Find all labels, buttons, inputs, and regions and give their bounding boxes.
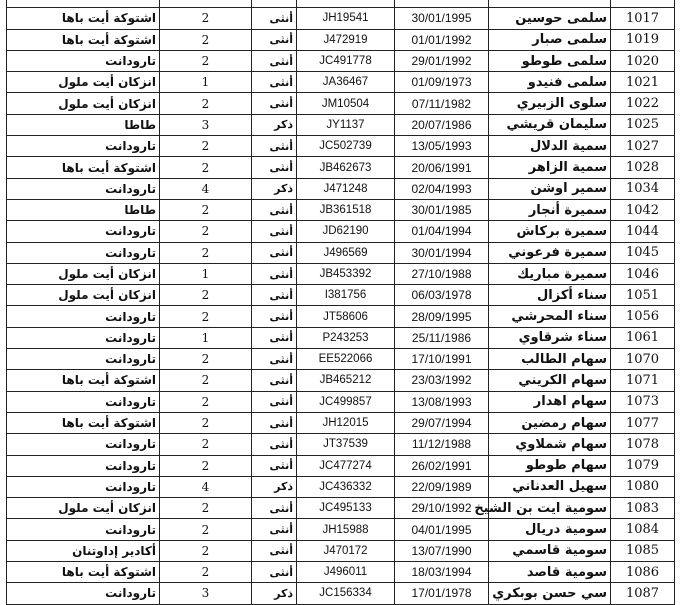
- table-row: [7, 157, 675, 178]
- name-cell: سلمى فنيدو: [489, 72, 611, 93]
- gender-cell: أنثى: [252, 157, 297, 178]
- table-row: [7, 93, 675, 114]
- gender-cell: أنثى: [252, 498, 297, 519]
- name-cell: سناء أكزال: [489, 285, 611, 306]
- table-row: [7, 349, 675, 370]
- name-cell: سمير اوشن: [489, 178, 611, 199]
- row-number-cell: 1046: [611, 263, 675, 284]
- count-cell: 2: [160, 455, 252, 476]
- records-table: [6, 0, 675, 605]
- gender-cell: أنثى: [252, 221, 297, 242]
- birth-date-cell: 02/04/1993: [395, 178, 489, 199]
- location-cell: انزكان أيت ملول: [7, 93, 160, 114]
- location-cell: اشتوكة أيت باها: [7, 412, 160, 433]
- row-number-cell: 1079: [611, 455, 675, 476]
- row-number-cell: 1087: [611, 583, 675, 604]
- gender-cell: أنثى: [252, 562, 297, 583]
- cin-cell: JB465212: [297, 370, 395, 391]
- count-cell: 2: [160, 519, 252, 540]
- table-row: [7, 327, 675, 348]
- name-cell: سليمان قريشي: [489, 114, 611, 135]
- location-cell: تارودانت: [7, 178, 160, 199]
- table-row-top-partial: [7, 0, 675, 8]
- location-cell: اشتوكة أيت باها: [7, 562, 160, 583]
- table-row: [7, 29, 675, 50]
- name-cell: سمية الدلال: [489, 136, 611, 157]
- table-row: [7, 178, 675, 199]
- cin-cell: JA36467: [297, 72, 395, 93]
- birth-date-cell: 20/06/1991: [395, 157, 489, 178]
- cin-cell: JC436332: [297, 476, 395, 497]
- table-row: [7, 434, 675, 455]
- gender-cell: أنثى: [252, 72, 297, 93]
- cin-cell: JC491778: [297, 50, 395, 71]
- birth-date-cell: 18/03/1994: [395, 562, 489, 583]
- location-cell: تارودانت: [7, 476, 160, 497]
- row-number-cell: 1022: [611, 93, 675, 114]
- location-cell: تارودانت: [7, 306, 160, 327]
- table-row: [7, 72, 675, 93]
- gender-cell: أنثى: [252, 306, 297, 327]
- gender-cell: أنثى: [252, 8, 297, 29]
- cin-cell: JY1137: [297, 114, 395, 135]
- gender-cell: أنثى: [252, 242, 297, 263]
- cin-cell: J496011: [297, 562, 395, 583]
- table-row: [7, 114, 675, 135]
- cin-cell: JC499857: [297, 391, 395, 412]
- name-cell: سي حسن بوبكري: [489, 583, 611, 604]
- birth-date-cell: 26/02/1991: [395, 455, 489, 476]
- location-cell: انزكان أيت ملول: [7, 72, 160, 93]
- location-cell: طاطا: [7, 199, 160, 220]
- gender-cell: أنثى: [252, 519, 297, 540]
- cin-cell: JH19541: [297, 8, 395, 29]
- table-row: [7, 562, 675, 583]
- table-row: [7, 391, 675, 412]
- name-cell: سناء شرقاوي: [489, 327, 611, 348]
- name-cell: سلوى الزبيري: [489, 93, 611, 114]
- birth-date-cell: 07/11/1982: [395, 93, 489, 114]
- cin-cell: I381756: [297, 285, 395, 306]
- row-number-cell: 1025: [611, 114, 675, 135]
- count-cell: 2: [160, 285, 252, 306]
- location-cell: انزكان أيت ملول: [7, 498, 160, 519]
- location-cell: طاطا: [7, 114, 160, 135]
- birth-date-cell: 22/09/1989: [395, 476, 489, 497]
- gender-cell: أنثى: [252, 93, 297, 114]
- name-cell: سلمى حوسين: [489, 8, 611, 29]
- location-cell: تارودانت: [7, 583, 160, 604]
- gender-cell: أنثى: [252, 349, 297, 370]
- name-cell: سومية دريال: [489, 519, 611, 540]
- row-number-cell: 1084: [611, 519, 675, 540]
- birth-date-cell: 29/01/1992: [395, 50, 489, 71]
- name-cell: سهام الكريني: [489, 370, 611, 391]
- birth-date-cell: 13/05/1993: [395, 136, 489, 157]
- location-cell: تارودانت: [7, 136, 160, 157]
- count-cell: 2: [160, 540, 252, 561]
- cin-cell: J496569: [297, 242, 395, 263]
- gender-cell: أنثى: [252, 263, 297, 284]
- gender-cell: أنثى: [252, 540, 297, 561]
- count-cell: 2: [160, 306, 252, 327]
- count-cell: 2: [160, 93, 252, 114]
- location-cell: تارودانت: [7, 434, 160, 455]
- gender-cell: أنثى: [252, 50, 297, 71]
- table-row: [7, 455, 675, 476]
- name-cell: سهام رمضين: [489, 412, 611, 433]
- cin-cell: JH12015: [297, 412, 395, 433]
- table-row: [7, 540, 675, 561]
- birth-date-cell: 11/12/1988: [395, 434, 489, 455]
- location-cell: اشتوكة أيت باها: [7, 157, 160, 178]
- row-number-cell: 1034: [611, 178, 675, 199]
- row-number-cell: 1056: [611, 306, 675, 327]
- birth-date-cell: 01/09/1973: [395, 72, 489, 93]
- name-cell: سهام شملاوي: [489, 434, 611, 455]
- cin-cell: JT58606: [297, 306, 395, 327]
- count-cell: 2: [160, 562, 252, 583]
- location-cell: تارودانت: [7, 391, 160, 412]
- cin-cell: JB462673: [297, 157, 395, 178]
- gender-cell: أنثى: [252, 434, 297, 455]
- row-number-cell: 1080: [611, 476, 675, 497]
- name-cell: سناء المحرشي: [489, 306, 611, 327]
- cin-cell: JB361518: [297, 199, 395, 220]
- cin-cell: JT37539: [297, 434, 395, 455]
- count-cell: 2: [160, 434, 252, 455]
- birth-date-cell: 13/08/1993: [395, 391, 489, 412]
- count-cell: 2: [160, 349, 252, 370]
- gender-cell: أنثى: [252, 199, 297, 220]
- gender-cell: أنثى: [252, 29, 297, 50]
- count-cell: 2: [160, 29, 252, 50]
- location-cell: أكادير إداوتنان: [7, 540, 160, 561]
- table-row: [7, 263, 675, 284]
- count-cell: 3: [160, 114, 252, 135]
- table-row: [7, 136, 675, 157]
- location-cell: تارودانت: [7, 242, 160, 263]
- location-cell: انزكان أيت ملول: [7, 285, 160, 306]
- location-cell: تارودانت: [7, 455, 160, 476]
- name-cell: سميرة بركاش: [489, 221, 611, 242]
- table-row: [7, 412, 675, 433]
- count-cell: 2: [160, 370, 252, 391]
- table-row: [7, 498, 675, 519]
- row-number-cell: 1019: [611, 29, 675, 50]
- gender-cell: أنثى: [252, 455, 297, 476]
- name-cell: سهيل العدناني: [489, 476, 611, 497]
- cin-cell: JH15988: [297, 519, 395, 540]
- birth-date-cell: 25/11/1986: [395, 327, 489, 348]
- count-cell: 1: [160, 263, 252, 284]
- location-cell: تارودانت: [7, 327, 160, 348]
- cin-cell: J470172: [297, 540, 395, 561]
- count-cell: 2: [160, 221, 252, 242]
- gender-cell: أنثى: [252, 327, 297, 348]
- row-number-cell: 1077: [611, 412, 675, 433]
- table-row: [7, 199, 675, 220]
- row-number-cell: 1073: [611, 391, 675, 412]
- name-cell: سهام طوطو: [489, 455, 611, 476]
- row-number-cell: 1078: [611, 434, 675, 455]
- count-cell: 2: [160, 8, 252, 29]
- table-row: [7, 8, 675, 29]
- cin-cell: JD62190: [297, 221, 395, 242]
- gender-cell: ذكر: [252, 114, 297, 135]
- location-cell: تارودانت: [7, 519, 160, 540]
- cin-cell: JM10504: [297, 93, 395, 114]
- birth-date-cell: 29/10/1992: [395, 498, 489, 519]
- count-cell: 4: [160, 178, 252, 199]
- gender-cell: أنثى: [252, 412, 297, 433]
- location-cell: اشتوكة أيت باها: [7, 8, 160, 29]
- row-number-cell: 1071: [611, 370, 675, 391]
- row-number-cell: 1061: [611, 327, 675, 348]
- birth-date-cell: 04/01/1995: [395, 519, 489, 540]
- birth-date-cell: 20/07/1986: [395, 114, 489, 135]
- row-number-cell: 1028: [611, 157, 675, 178]
- row-number-cell: 1051: [611, 285, 675, 306]
- gender-cell: أنثى: [252, 370, 297, 391]
- row-number-cell: 1042: [611, 199, 675, 220]
- count-cell: 2: [160, 391, 252, 412]
- table-row: [7, 370, 675, 391]
- name-cell: سهام اهدار: [489, 391, 611, 412]
- table-row: [7, 221, 675, 242]
- table-row: [7, 50, 675, 71]
- birth-date-cell: 17/10/1991: [395, 349, 489, 370]
- birth-date-cell: 30/01/1994: [395, 242, 489, 263]
- location-cell: اشتوكة أيت باها: [7, 29, 160, 50]
- birth-date-cell: 01/04/1994: [395, 221, 489, 242]
- table-row: [7, 583, 675, 604]
- name-cell: سميرة فرعوني: [489, 242, 611, 263]
- count-cell: 2: [160, 242, 252, 263]
- count-cell: 2: [160, 50, 252, 71]
- location-cell: انزكان أيت ملول: [7, 263, 160, 284]
- row-number-cell: 1027: [611, 136, 675, 157]
- name-cell: سومية ايت بن الشيخ: [489, 498, 611, 519]
- count-cell: 3: [160, 583, 252, 604]
- birth-date-cell: 30/01/1995: [395, 8, 489, 29]
- gender-cell: أنثى: [252, 136, 297, 157]
- birth-date-cell: 29/07/1994: [395, 412, 489, 433]
- location-cell: تارودانت: [7, 221, 160, 242]
- cin-cell: JB453392: [297, 263, 395, 284]
- name-cell: سلمى صبار: [489, 29, 611, 50]
- count-cell: 2: [160, 498, 252, 519]
- name-cell: سهام الطالب: [489, 349, 611, 370]
- name-cell: سميرة مباريك: [489, 263, 611, 284]
- name-cell: سومية قاسمي: [489, 540, 611, 561]
- birth-date-cell: 28/09/1995: [395, 306, 489, 327]
- cin-cell: JC495133: [297, 498, 395, 519]
- row-number-cell: 1044: [611, 221, 675, 242]
- birth-date-cell: 30/01/1985: [395, 199, 489, 220]
- count-cell: 2: [160, 136, 252, 157]
- birth-date-cell: 23/03/1992: [395, 370, 489, 391]
- count-cell: 2: [160, 157, 252, 178]
- count-cell: 2: [160, 199, 252, 220]
- gender-cell: ذكر: [252, 178, 297, 199]
- cin-cell: P243253: [297, 327, 395, 348]
- name-cell: سميرة أنجار: [489, 199, 611, 220]
- table-row: [7, 285, 675, 306]
- gender-cell: ذكر: [252, 476, 297, 497]
- location-cell: تارودانت: [7, 349, 160, 370]
- location-cell: تارودانت: [7, 50, 160, 71]
- row-number-cell: 1020: [611, 50, 675, 71]
- row-number-cell: 1021: [611, 72, 675, 93]
- table-row: [7, 519, 675, 540]
- cin-cell: J471248: [297, 178, 395, 199]
- birth-date-cell: 01/01/1992: [395, 29, 489, 50]
- birth-date-cell: 17/01/1978: [395, 583, 489, 604]
- cin-cell: JC502739: [297, 136, 395, 157]
- name-cell: سلمى طوطو: [489, 50, 611, 71]
- cin-cell: JC156334: [297, 583, 395, 604]
- row-number-cell: 1045: [611, 242, 675, 263]
- row-number-cell: 1083: [611, 498, 675, 519]
- birth-date-cell: 13/07/1990: [395, 540, 489, 561]
- document-page: [6, 0, 674, 601]
- gender-cell: أنثى: [252, 391, 297, 412]
- count-cell: 1: [160, 72, 252, 93]
- count-cell: 4: [160, 476, 252, 497]
- cin-cell: JC477274: [297, 455, 395, 476]
- name-cell: سمية الزاهر: [489, 157, 611, 178]
- birth-date-cell: 27/10/1988: [395, 263, 489, 284]
- gender-cell: ذكر: [252, 583, 297, 604]
- gender-cell: أنثى: [252, 285, 297, 306]
- birth-date-cell: 06/03/1978: [395, 285, 489, 306]
- table-row: [7, 476, 675, 497]
- count-cell: 1: [160, 327, 252, 348]
- row-number-cell: 1086: [611, 562, 675, 583]
- row-number-cell: 1017: [611, 8, 675, 29]
- row-number-cell: 1085: [611, 540, 675, 561]
- location-cell: اشتوكة أيت باها: [7, 370, 160, 391]
- name-cell: سومية قاصد: [489, 562, 611, 583]
- table-row: [7, 306, 675, 327]
- row-number-cell: 1070: [611, 349, 675, 370]
- table-row: [7, 242, 675, 263]
- count-cell: 2: [160, 412, 252, 433]
- cin-cell: J472919: [297, 29, 395, 50]
- cin-cell: EE522066: [297, 349, 395, 370]
- table-body: [7, 0, 675, 604]
